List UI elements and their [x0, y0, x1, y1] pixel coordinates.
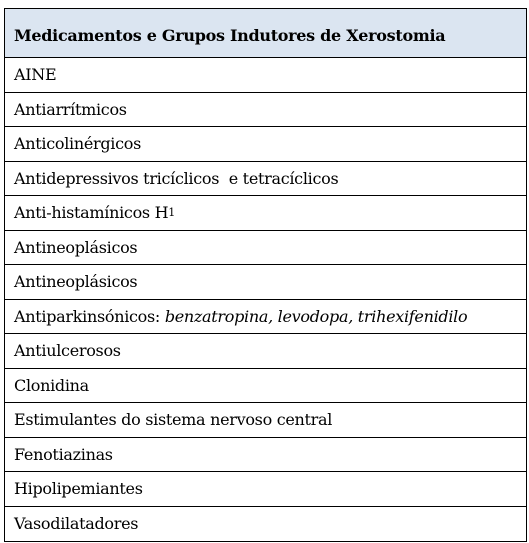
table-row — [5, 300, 526, 335]
row-label: Antiulcerosos — [14, 341, 121, 361]
table-row — [5, 438, 526, 473]
drug-table — [4, 8, 527, 542]
table-row — [5, 127, 526, 162]
table-row — [5, 507, 526, 542]
row-label: Vasodilatadores — [14, 514, 139, 534]
row-label: Antineoplásicos — [14, 272, 138, 292]
row-label: Clonidina — [14, 375, 89, 395]
row-label: AINE — [14, 65, 57, 85]
row-label: Anti-histamínicos H — [14, 203, 169, 223]
table-row — [5, 58, 526, 93]
row-label: Hipolipemiantes — [14, 479, 143, 499]
row-subscript: 1 — [168, 206, 175, 220]
row-label: Antidepressivos tricíclicos e tetracíclicos — [14, 168, 339, 188]
row-label: Anticolinérgicos — [14, 134, 142, 154]
table-row — [5, 93, 526, 128]
row-label: Antiarrítmicos — [14, 99, 127, 119]
row-label: Antiparkinsónicos: — [14, 306, 165, 326]
row-italic-examples: benzatropina, levodopa, trihexifenidilo — [164, 306, 468, 326]
row-label: Estimulantes do sistema nervoso central — [14, 410, 333, 430]
row-label: Antineoplásicos — [14, 237, 138, 257]
table-row — [5, 472, 526, 507]
row-label: Fenotiazinas — [14, 444, 113, 464]
table-header — [5, 8, 526, 58]
table-row — [5, 334, 526, 369]
table-row — [5, 403, 526, 438]
table-row — [5, 231, 526, 266]
table-row — [5, 265, 526, 300]
table-row — [5, 162, 526, 197]
table-row — [5, 369, 526, 404]
table-header-label: Medicamentos e Grupos Indutores de Xerostomia — [14, 25, 446, 45]
table-row — [5, 196, 526, 231]
